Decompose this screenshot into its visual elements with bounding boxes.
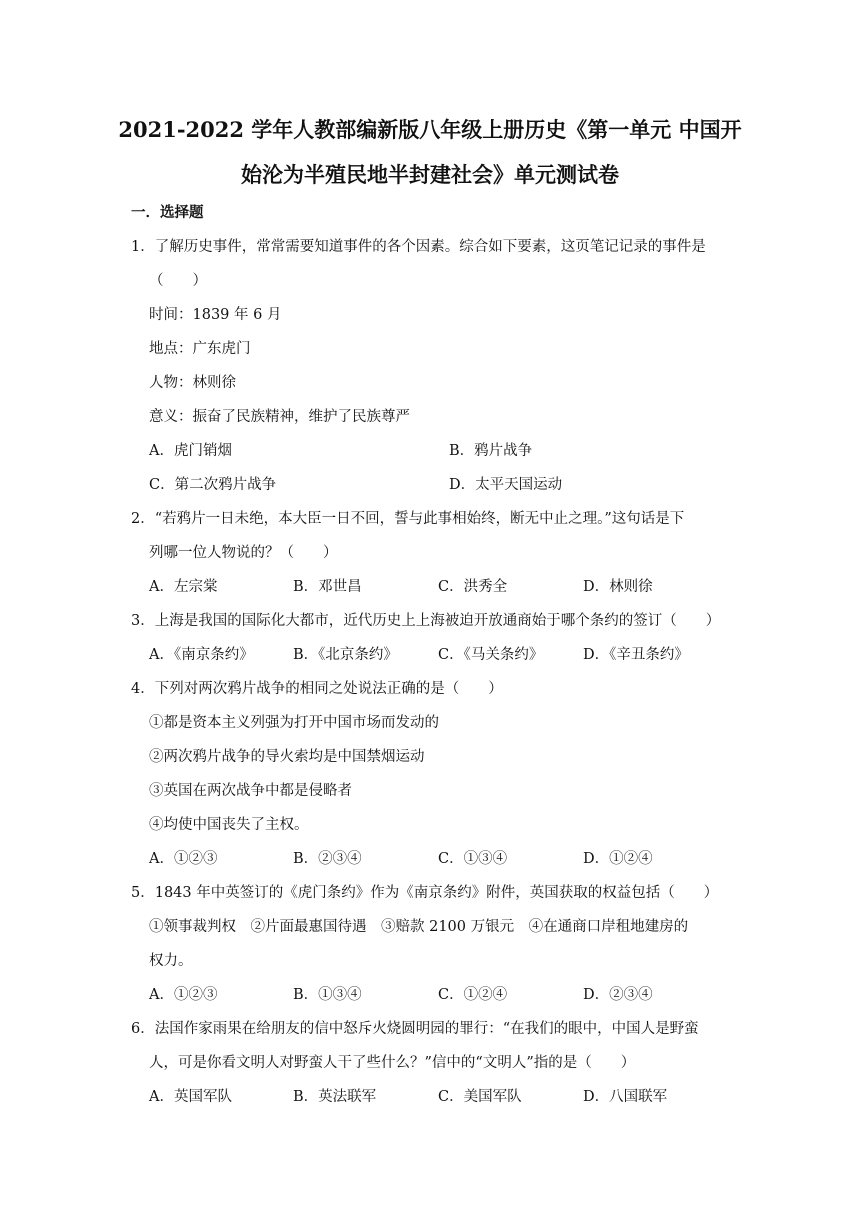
question-5-option-a: A．①②③: [149, 987, 218, 1003]
note-place: 地点：广东虎门: [149, 341, 251, 357]
question-5-option-c: C．①②④: [438, 987, 508, 1003]
question-2-option-b: B．邓世昌: [293, 579, 362, 595]
question-4-item-3: ③英国在两次战争中都是侵略者: [149, 783, 352, 799]
question-2-stem-line-2: 列哪一位人物说的？（ ）: [149, 545, 338, 561]
question-4-stem-line-1: 4．下列对两次鸦片战争的相同之处说法正确的是（ ）: [131, 681, 503, 697]
question-3-option-a: A．《南京条约》: [149, 647, 254, 663]
question-5-option-b: B．①③④: [293, 987, 362, 1003]
question-3-option-d: D．《辛丑条约》: [583, 647, 689, 663]
question-5-stem-line-1: 5．1843 年中英签订的《虎门条约》作为《南京条约》附件，英国获取的权益包括（ ）: [131, 885, 719, 901]
exam-title-line-1: 2021-2022 学年人教部编新版八年级上册历史《第一单元 中国开: [118, 117, 742, 142]
question-6-option-a: A．英国军队: [149, 1089, 232, 1105]
question-2-option-c: C．洪秀全: [438, 579, 508, 595]
question-6-option-d: D．八国联军: [583, 1089, 668, 1105]
question-4-option-b: B．②③④: [293, 851, 362, 867]
question-3-stem-line-1: 3．上海是我国的国际化大都市，近代历史上上海被迫开放通商始于哪个条约的签订（ ）: [131, 613, 721, 629]
question-6-option-c: C．美国军队: [438, 1089, 522, 1105]
note-time: 时间：1839 年 6 月: [149, 307, 282, 323]
question-2-option-d: D．林则徐: [583, 579, 653, 595]
question-2-option-a: A．左宗棠: [149, 579, 218, 595]
question-4-option-c: C．①③④: [438, 851, 508, 867]
question-1-option-c: C．第二次鸦片战争: [149, 477, 277, 493]
question-3-option-c: C．《马关条约》: [438, 647, 544, 663]
question-1-stem-line-1: 1．了解历史事件，常常需要知道事件的各个因素。综合如下要素，这页笔记记录的事件是: [131, 239, 706, 255]
question-6-stem-line-2: 人，可是你看文明人对野蛮人干了些什么？”信中的“文明人”指的是（ ）: [149, 1055, 636, 1071]
question-2-stem-line-1: 2．“若鸦片一日未绝，本大臣一日不回，誓与此事相始终，断无中止之理。”这句话是下: [131, 511, 685, 527]
note-significance: 意义：振奋了民族精神，维护了民族尊严: [149, 409, 410, 425]
question-4-item-4: ④均使中国丧失了主权。: [149, 817, 309, 833]
question-4-option-d: D．①②④: [583, 851, 653, 867]
question-5-items-line-1: ①领事裁判权 ②片面最惠国待遇 ③赔款 2100 万银元 ④在通商口岸租地建房的: [149, 919, 689, 935]
question-4-item-2: ②两次鸦片战争的导火索均是中国禁烟运动: [149, 749, 425, 765]
question-4-option-a: A．①②③: [149, 851, 218, 867]
section-heading: 一．选择题: [131, 204, 204, 221]
question-3-option-b: B．《北京条约》: [293, 647, 398, 663]
question-1-option-b: B．鸦片战争: [449, 443, 533, 459]
exam-title-line-2: 始沦为半殖民地半封建社会》单元测试卷: [241, 162, 619, 187]
note-person: 人物：林则徐: [149, 375, 236, 391]
question-6-option-b: B．英法联军: [293, 1089, 377, 1105]
question-5-items-line-2: 权力。: [149, 953, 193, 969]
question-6-stem-line-1: 6．法国作家雨果在给朋友的信中怒斥火烧圆明园的罪行：“在我们的眼中，中国人是野蛮: [131, 1021, 699, 1037]
question-1-option-a: A．虎门销烟: [149, 443, 232, 459]
question-4-item-1: ①都是资本主义列强为打开中国市场而发动的: [149, 715, 439, 731]
question-5-option-d: D．②③④: [583, 987, 653, 1003]
question-1-option-d: D．太平天国运动: [449, 477, 563, 493]
question-1-stem-line-2: （ ）: [149, 273, 207, 289]
